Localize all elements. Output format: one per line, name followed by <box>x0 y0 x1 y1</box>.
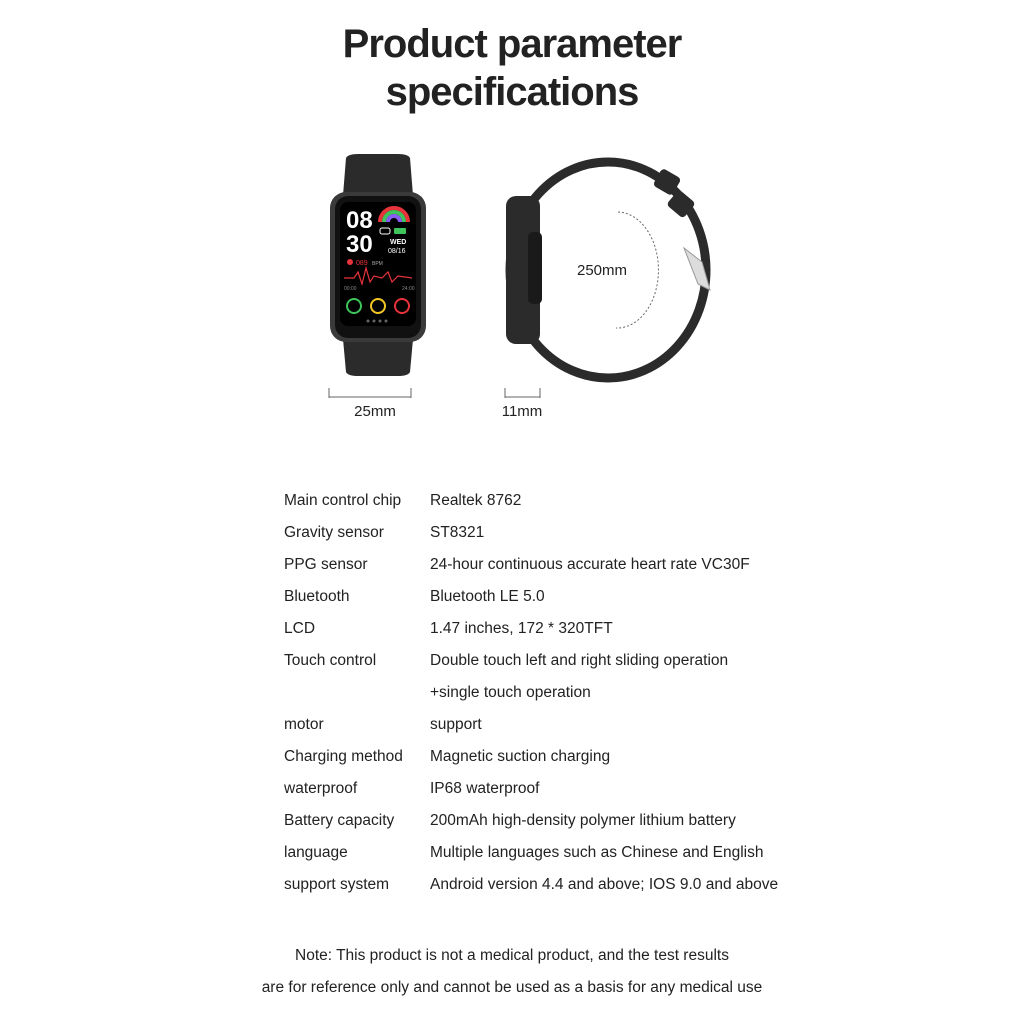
watch-front-illustration <box>318 150 438 380</box>
spec-key: Gravity sensor <box>284 524 384 541</box>
spec-value: +single touch operation <box>430 684 591 701</box>
spec-row <box>284 773 844 805</box>
spec-value: Magnetic suction charging <box>430 748 611 765</box>
title-line-1: Product parameter <box>342 22 682 66</box>
note-line-2: are for reference only and cannot be used as a basis for any medical use <box>261 979 763 996</box>
spec-value: Multiple languages such as Chinese and English <box>430 844 764 861</box>
spec-key: Main control chip <box>284 492 402 509</box>
spec-value: 200mAh high-density polymer lithium battery <box>430 812 736 829</box>
spec-table <box>284 485 844 901</box>
watch-date: 08/16 <box>388 248 406 255</box>
spec-key: Battery capacity <box>284 812 395 829</box>
spec-row <box>284 517 844 549</box>
spec-row <box>284 805 844 837</box>
spec-key: language <box>284 844 348 861</box>
spec-key: Touch control <box>284 652 377 669</box>
width-dimension-label: 25mm <box>354 403 396 420</box>
svg-text:24:00: 24:00 <box>402 286 415 292</box>
watch-heart-unit: BPM <box>372 261 383 267</box>
thickness-dimension-line <box>502 386 542 400</box>
spec-row <box>284 645 844 677</box>
watch-heart-rate: 089 <box>356 260 368 267</box>
spec-row <box>284 677 844 709</box>
spec-key: Charging method <box>284 748 403 765</box>
watch-time-hours: 08 <box>346 207 373 234</box>
width-dimension-line <box>326 386 416 400</box>
spec-row <box>284 837 844 869</box>
spec-value: Android version 4.4 and above; IOS 9.0 and above <box>430 876 779 893</box>
spec-value: Realtek 8762 <box>430 492 522 509</box>
watch-weekday: WED <box>390 239 407 246</box>
spec-row <box>284 869 844 901</box>
spec-row <box>284 549 844 581</box>
title-line-2: specifications <box>385 70 639 114</box>
thickness-dimension-label: 11mm <box>501 403 543 420</box>
spec-key <box>284 677 430 709</box>
spec-key: PPG sensor <box>284 556 368 573</box>
watch-time-minutes: 30 <box>346 231 373 258</box>
spec-value: IP68 waterproof <box>430 780 540 797</box>
spec-value: 1.47 inches, 172 * 320TFT <box>430 620 613 637</box>
spec-row <box>284 741 844 773</box>
circumference-label: 250mm <box>576 262 628 279</box>
spec-key: Bluetooth <box>284 588 350 605</box>
spec-row <box>284 613 844 645</box>
disclaimer-note <box>0 940 1024 1004</box>
svg-text:00:00: 00:00 <box>344 286 357 292</box>
spec-row <box>284 709 844 741</box>
spec-key: waterproof <box>284 780 358 797</box>
spec-key: support system <box>284 876 390 893</box>
spec-key: LCD <box>284 620 316 637</box>
spec-row <box>284 485 844 517</box>
page-title <box>0 20 1024 116</box>
spec-value: 24-hour continuous accurate heart rate VC30F <box>430 556 750 573</box>
spec-value: support <box>430 716 482 733</box>
spec-value: Bluetooth LE 5.0 <box>430 588 545 605</box>
spec-row <box>284 581 844 613</box>
spec-value: Double touch left and right sliding operation <box>430 652 729 669</box>
note-line-1: Note: This product is not a medical product, and the test results <box>295 947 729 964</box>
spec-value: ST8321 <box>430 524 485 541</box>
spec-key: motor <box>284 716 324 733</box>
